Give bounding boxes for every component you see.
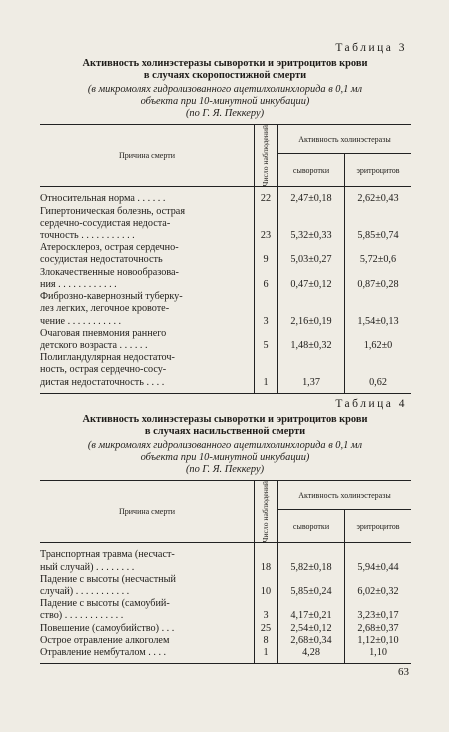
cause-text-line: Полигландулярная недостаточ- xyxy=(40,352,175,364)
table4-header-erythro: эритроцитов xyxy=(345,510,412,543)
table4-header-activity: Активность холинэстеразы xyxy=(278,481,412,510)
table4-label: Таблица 4 xyxy=(335,398,407,410)
erythro-cell: 5,72±0,6 xyxy=(359,254,397,266)
serum-cell: 5,82±0,18 xyxy=(278,549,345,573)
table-row xyxy=(40,328,411,352)
cause-text-line: ство) . . . . . . . . . . . . xyxy=(40,610,124,622)
count-cell: 18 xyxy=(255,549,278,573)
count-cell: 8 xyxy=(255,635,278,647)
table4-title-line2: в случаях насильственной смерти xyxy=(144,426,306,437)
count-cell: 5 xyxy=(255,328,278,352)
table3-subtitle-line3: (по Г. Я. Пеккеру) xyxy=(185,108,265,119)
cause-cell xyxy=(40,574,255,598)
cause-cell xyxy=(40,549,255,573)
count-cell: 1 xyxy=(255,647,278,664)
table-row xyxy=(40,635,411,647)
erythro-cell: 2,68±0,37 xyxy=(357,622,399,634)
table-row xyxy=(40,291,411,328)
serum-cell: 5,03±0,27 xyxy=(278,242,345,266)
table3-header-count xyxy=(255,125,278,187)
table-row xyxy=(40,267,411,291)
table4-header-cause: Причина смерти xyxy=(40,481,255,543)
table3-label: Таблица 3 xyxy=(335,42,407,54)
table3-header-serum: сыворотки xyxy=(278,154,345,187)
table3-subtitle xyxy=(40,84,410,120)
table4-subtitle-line1: (в микромолях гидролизованного ацетилхолинхлорида в 0,1 мл xyxy=(87,440,363,451)
table-row xyxy=(40,647,411,664)
table3-subtitle-line1: (в микромолях гидролизованного ацетилхолинхлорида в 0,1 мл xyxy=(87,84,363,95)
table4 xyxy=(40,480,411,664)
table3-subtitle-line2: объекта при 10-минутной инкубации) xyxy=(140,96,310,107)
erythro-cell: 5,94±0,44 xyxy=(357,561,399,573)
cause-text-line: сосудистая недостаточность xyxy=(40,254,163,266)
cause-text-line: Транспортная травма (несчаст- xyxy=(40,549,175,561)
cause-text-line: детского возраста . . . . . . xyxy=(40,339,148,351)
cause-text-line: Гипертоническая болезнь, острая xyxy=(40,205,186,217)
cause-cell xyxy=(40,291,255,328)
table-row xyxy=(40,574,411,598)
cause-text-line: ный случай) . . . . . . . . xyxy=(40,561,135,573)
table4-body xyxy=(40,543,411,664)
serum-cell: 2,47±0,18 xyxy=(278,193,345,205)
table-row xyxy=(40,242,411,266)
serum-cell: 5,85±0,24 xyxy=(278,574,345,598)
table-row xyxy=(40,549,411,573)
table4-subtitle-line2: объекта при 10-минутной инкубации) xyxy=(140,452,310,463)
count-cell: 3 xyxy=(255,598,278,622)
table-row xyxy=(40,352,411,393)
table3-header-activity: Активность холинэстеразы xyxy=(278,125,412,154)
erythro-cell: 6,02±0,32 xyxy=(357,586,399,598)
erythro-cell: 3,23±0,17 xyxy=(357,610,399,622)
erythro-cell: 0,87±0,28 xyxy=(357,278,399,290)
cause-text-line: ность, острая сердечно-сосу- xyxy=(40,364,167,376)
cause-text-line: Острое отравление алкоголем xyxy=(40,634,170,646)
erythro-cell: 1,62±0 xyxy=(363,339,393,351)
cause-cell xyxy=(40,267,255,291)
table3-header-cause: Причина смерти xyxy=(40,125,255,187)
cause-text-line: Падение с высоты (несчастный xyxy=(40,573,176,585)
serum-cell: 0,47±0,12 xyxy=(278,267,345,291)
table4-header-serum: сыворотки xyxy=(278,510,345,543)
table4-subtitle-line3: (по Г. Я. Пеккеру) xyxy=(185,464,265,475)
erythro-cell: 0,62 xyxy=(345,352,412,393)
cause-text-line: Относительная норма . . . . . . xyxy=(40,193,166,205)
cause-text-line: ния . . . . . . . . . . . . xyxy=(40,278,117,290)
count-cell: 22 xyxy=(255,193,278,205)
cause-cell xyxy=(40,352,255,393)
cause-cell xyxy=(40,635,255,647)
erythro-cell: 1,12±0,10 xyxy=(357,634,399,646)
cause-cell xyxy=(40,598,255,622)
count-cell: 10 xyxy=(255,574,278,598)
cause-cell xyxy=(40,328,255,352)
table-row xyxy=(40,206,411,243)
count-cell: 9 xyxy=(255,242,278,266)
serum-cell: 4,17±0,21 xyxy=(278,598,345,622)
count-cell: 3 xyxy=(255,291,278,328)
cause-text-line: лез легких, легочное кровоте- xyxy=(40,303,170,315)
table3-header-erythro: эритроцитов xyxy=(345,154,412,187)
cause-cell xyxy=(40,623,255,635)
count-cell: 25 xyxy=(255,623,278,635)
cause-text-line: Падение с высоты (самоубий- xyxy=(40,598,170,610)
serum-cell: 1,37 xyxy=(278,352,345,393)
serum-cell: 4,28 xyxy=(278,647,345,664)
count-cell: 23 xyxy=(255,206,278,243)
table4-header-count-text: Число наблюдений xyxy=(261,481,270,543)
cause-cell xyxy=(40,206,255,243)
table3-title-line2: в случаях скоропостижной смерти xyxy=(143,70,307,81)
cause-text-line: чение . . . . . . . . . . . xyxy=(40,315,122,327)
erythro-cell: 2,62±0,43 xyxy=(357,193,399,205)
table4-title xyxy=(40,414,410,438)
serum-cell: 5,32±0,33 xyxy=(278,206,345,243)
cause-text-line: Злокачественные новообразова- xyxy=(40,266,179,278)
table3-title xyxy=(40,58,410,82)
erythro-cell: 1,10 xyxy=(345,647,412,664)
table3-title-line1: Активность холинэстеразы сыворотки и эритроцитов крови xyxy=(82,58,368,69)
table4-header-count xyxy=(255,481,278,543)
count-cell: 6 xyxy=(255,267,278,291)
table3-header-count-text: Число наблюдений xyxy=(261,125,270,187)
table3 xyxy=(40,124,411,394)
table-row xyxy=(40,598,411,622)
cause-text-line: сердечно-сосудистая недоста- xyxy=(40,217,171,229)
cause-text-line: Фиброзно-кавернозный туберку- xyxy=(40,291,183,303)
cause-text-line: Очаговая пневмония раннего xyxy=(40,327,167,339)
serum-cell: 2,16±0,19 xyxy=(278,291,345,328)
cause-text-line: Повешение (самоубийство) . . . xyxy=(40,622,175,634)
page-number: 63 xyxy=(398,666,409,678)
erythro-cell: 5,85±0,74 xyxy=(357,230,399,242)
table4-title-line1: Активность холинэстеразы сыворотки и эритроцитов крови xyxy=(82,414,368,425)
serum-cell: 1,48±0,32 xyxy=(278,328,345,352)
serum-cell: 2,68±0,34 xyxy=(278,635,345,647)
table3-body xyxy=(40,187,411,393)
cause-text-line: случай) . . . . . . . . . . . xyxy=(40,586,130,598)
table-row xyxy=(40,193,411,205)
count-cell: 1 xyxy=(255,352,278,393)
cause-cell xyxy=(40,647,255,664)
cause-text-line: точность . . . . . . . . . . . xyxy=(40,230,135,242)
cause-cell xyxy=(40,242,255,266)
cause-text-line: Отравление нембуталом . . . . xyxy=(40,647,167,659)
table-row xyxy=(40,623,411,635)
table4-subtitle xyxy=(40,440,410,476)
cause-text-line: Атеросклероз, острая сердечно- xyxy=(40,242,179,254)
cause-text-line: дистая недостаточность . . . . xyxy=(40,376,165,388)
serum-cell: 2,54±0,12 xyxy=(278,623,345,635)
erythro-cell: 1,54±0,13 xyxy=(357,315,399,327)
cause-cell xyxy=(40,193,255,205)
